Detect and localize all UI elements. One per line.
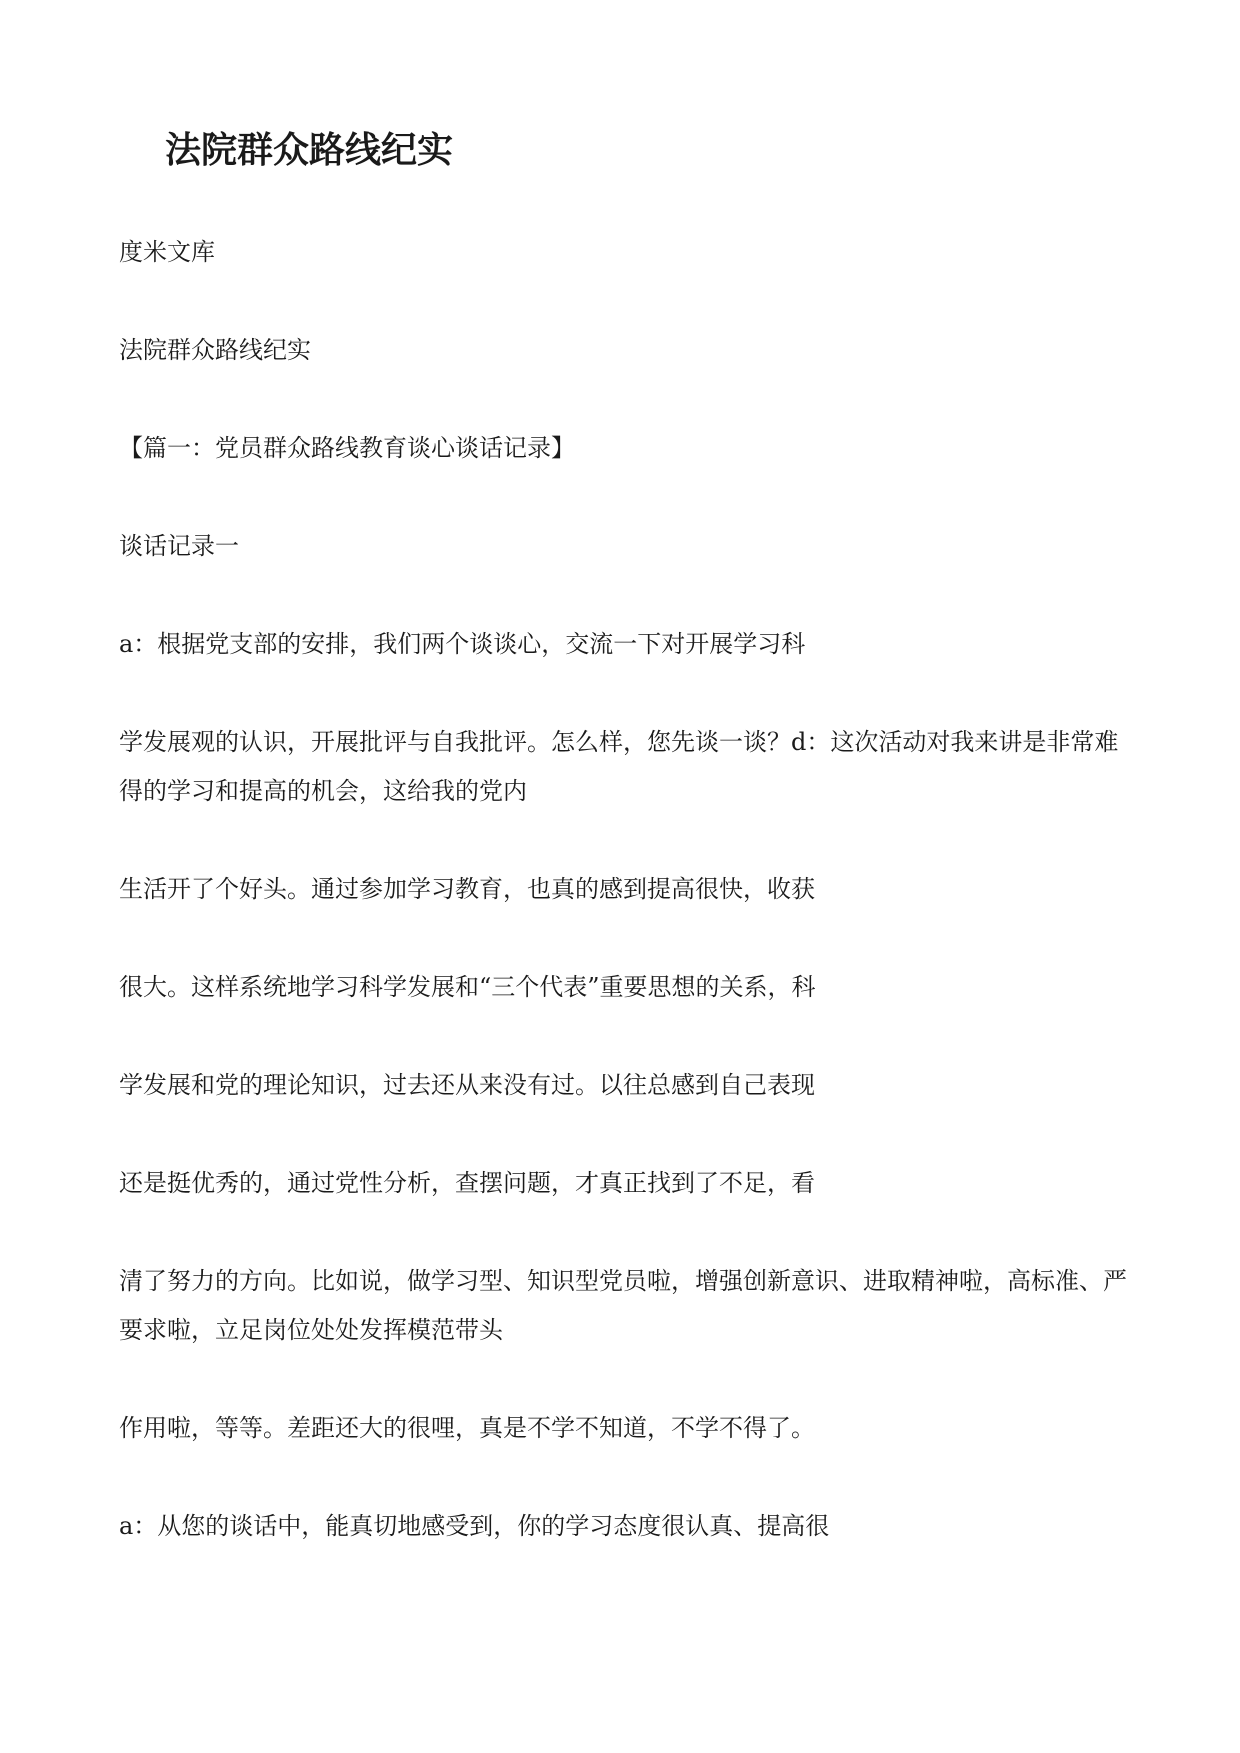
paragraph: 学发展观的认识，开展批评与自我批评。怎么样，您先谈一谈？d：这次活动对我来讲是非常难得的学习和提高的机会，这给我的党内 (119, 728, 1119, 805)
paragraph: 生活开了个好头。通过参加学习教育，也真的感到提高很快，收获 (119, 875, 815, 903)
paragraph: a：根据党支部的安排，我们两个谈谈心，交流一下对开展学习科 (119, 630, 806, 658)
paragraph: 学发展和党的理论知识，过去还从来没有过。以往总感到自己表现 (119, 1071, 815, 1099)
record-heading: 谈话记录一 (119, 532, 239, 560)
paragraph: 清了努力的方向。比如说，做学习型、知识型党员啦，增强创新意识、进取精神啦，高标准、严要求啦，立足岗位处处发挥模范带头 (119, 1267, 1127, 1344)
paragraph: 很大。这样系统地学习科学发展和“三个代表”重要思想的关系，科 (119, 973, 816, 1001)
document-subtitle: 法院群众路线纪实 (119, 336, 311, 364)
paragraph: 作用啦，等等。差距还大的很哩，真是不学不知道，不学不得了。 (119, 1414, 815, 1442)
document-title: 法院群众路线纪实 (165, 129, 454, 171)
paragraph: 还是挺优秀的，通过党性分析，查摆问题，才真正找到了不足，看 (119, 1169, 815, 1197)
section-heading: 【篇一：党员群众路线教育谈心谈话记录】 (119, 434, 575, 462)
paragraph: a：从您的谈话中，能真切地感受到，你的学习态度很认真、提高很 (119, 1512, 830, 1540)
source-label: 度米文库 (119, 238, 215, 266)
